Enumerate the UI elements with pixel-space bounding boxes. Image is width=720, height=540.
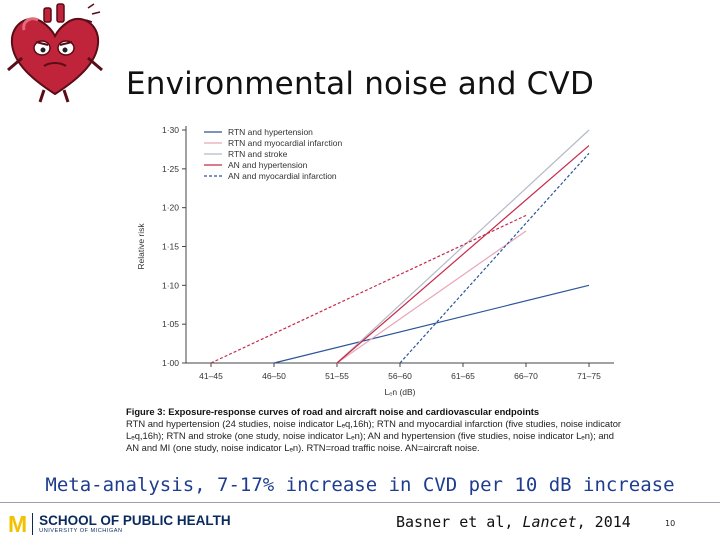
x-tick-label: 66–70 xyxy=(514,371,538,381)
university-name: UNIVERSITY OF MICHIGAN xyxy=(39,527,123,534)
citation-year: , 2014 xyxy=(576,513,631,531)
citation-authors: Basner et al, xyxy=(396,513,523,531)
legend-label: RTN and stroke xyxy=(228,149,288,159)
block-m-icon: M xyxy=(8,510,28,537)
citation-journal: Lancet xyxy=(522,513,577,531)
x-axis-label: Lₑn (dB) xyxy=(384,387,416,397)
x-tick-label: 61–65 xyxy=(451,371,475,381)
x-tick-label: 46–50 xyxy=(262,371,286,381)
legend-label: AN and myocardial infarction xyxy=(228,171,337,181)
caption-body: RTN and hypertension (24 studies, noise indicator Lₑq,16h); RTN and myocardial infarction (five studies, noise indicator Lₑq,16h); RTN and stroke (one study, noise indicator Lₑn); AN and hypertension (five studies, noise indicator Lₑn); and AN and MI (one study, noise indicator Lₑn). RTN=road traffic noise. AN=aircraft noise. xyxy=(126,418,622,453)
x-tick-label: 51–55 xyxy=(325,371,349,381)
citation xyxy=(396,513,631,531)
slide-subtitle: Meta-analysis, 7-17% increase in CVD per 10 dB increase xyxy=(45,474,675,496)
exposure-response-chart xyxy=(126,116,628,406)
y-tick-label: 1·05 xyxy=(161,319,179,330)
legend-label: RTN and myocardial infarction xyxy=(228,138,343,148)
school-logo xyxy=(8,510,231,538)
figure-caption xyxy=(126,406,628,472)
logo-divider xyxy=(32,513,33,535)
x-tick-label: 71–75 xyxy=(577,371,601,381)
y-tick-label: 1·10 xyxy=(161,280,179,291)
school-name: SCHOOL OF PUBLIC HEALTH xyxy=(39,512,231,528)
y-tick-label: 1·00 xyxy=(161,358,179,368)
y-tick-label: 1·15 xyxy=(161,241,179,252)
footer-divider xyxy=(0,502,720,503)
y-axis-label: Relative risk xyxy=(136,223,146,270)
mascot-heart-icon xyxy=(0,0,110,105)
page-number: 10 xyxy=(665,519,676,528)
slide-title: Environmental noise and CVD xyxy=(126,66,595,102)
y-tick-label: 1·20 xyxy=(161,202,179,213)
exposure-response-figure xyxy=(126,116,628,406)
x-tick-label: 56–60 xyxy=(388,371,412,381)
legend-label: RTN and hypertension xyxy=(228,127,313,137)
y-tick-label: 1·25 xyxy=(161,163,179,174)
x-tick-label: 41–45 xyxy=(199,371,223,381)
y-tick-label: 1·30 xyxy=(161,125,179,135)
caption-title: Figure 3: Exposure-response curves of road and aircraft noise and cardiovascular endpoints xyxy=(126,406,540,417)
legend-label: AN and hypertension xyxy=(228,160,308,170)
